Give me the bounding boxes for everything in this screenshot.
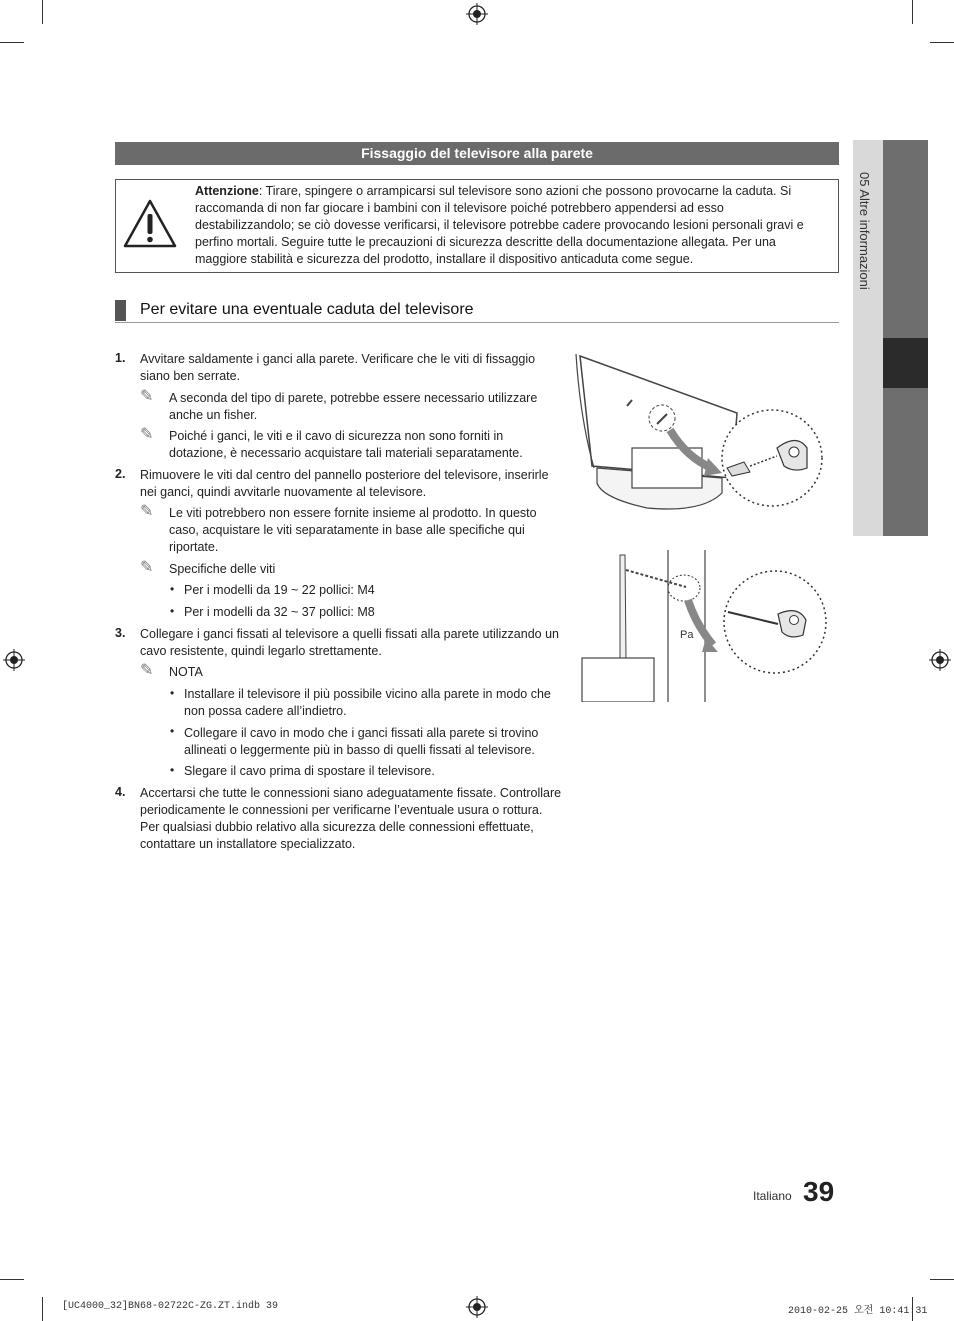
page-number: 39 <box>803 1176 835 1207</box>
subsection-marker <box>115 300 126 321</box>
registration-mark-icon <box>929 649 951 671</box>
step-number: 2. <box>115 467 126 481</box>
bullet: • <box>170 604 175 618</box>
footer-timestamp: 2010-02-25 오전 10:41:31 <box>788 1306 928 1317</box>
subsection-title: Per evitare una eventuale caduta del televisore <box>140 301 474 318</box>
crop-mark <box>930 1279 954 1280</box>
bullet: • <box>170 582 175 596</box>
note-label: NOTA <box>169 665 203 679</box>
pencil-note-icon: ✎ <box>140 662 154 679</box>
bullet: • <box>170 763 175 777</box>
chapter-label: 05 Altre informazioni <box>857 172 872 290</box>
registration-mark-icon <box>466 3 488 25</box>
warning-body: : Tirare, spingere o arrampicarsi sul televisore sono azioni che possono provocarne la caduta. Si raccomanda di non far giocare i bambini con il televisore poiché potrebbero appendersi ad esso destabilizzandolo; se ciò dovesse verificarsi, il televisore potrebbe cadere provocando lesioni personali gravi e perfino mortali. Seguire tutte le precauzioni di sicurezza descritte della documentazione allegata. Per una maggiore stabilità e sicurezza del prodotto, installare il dispositivo anticaduta come segue. <box>195 184 804 266</box>
step-text: Rimuovere le viti dal centro del pannello posteriore del televisore, inserirle nei ganci, quindi avvitarle nuovamente al televisore. <box>140 468 549 499</box>
warning-text <box>195 183 825 268</box>
step-number: 3. <box>115 626 126 640</box>
pencil-note-icon: ✎ <box>140 559 154 576</box>
warning-label: Attenzione <box>195 184 259 198</box>
crop-mark <box>0 1279 24 1280</box>
list-item: Per i modelli da 32 ~ 37 pollici: M8 <box>184 605 375 619</box>
crop-mark <box>42 1297 43 1321</box>
wall-label: Pa <box>680 629 694 641</box>
list-item: Slegare il cavo prima di spostare il televisore. <box>184 764 435 778</box>
step-number: 1. <box>115 351 126 365</box>
crop-mark <box>912 0 913 24</box>
note-text: A seconda del tipo di parete, potrebbe essere necessario utilizzare anche un fisher. <box>169 391 538 422</box>
pencil-note-icon: ✎ <box>140 426 154 443</box>
side-tab-marker <box>883 338 928 388</box>
registration-mark-icon <box>466 1296 488 1318</box>
list-item: Installare il televisore il più possibile vicino alla parete in modo che non possa cadere all’indietro. <box>184 687 551 718</box>
step-text: Avvitare saldamente i ganci alla parete. Verificare che le viti di fissaggio siano ben serrate. <box>140 352 536 383</box>
note-text: Le viti potrebbero non essere fornite insieme al prodotto. In questo caso, acquistare le viti separatamente in base alle specifiche qui riportate. <box>169 506 537 554</box>
note-text: Poiché i ganci, le viti e il cavo di sicurezza non sono forniti in dotazione, è necessario acquistare tali materiali separatamente. <box>169 429 523 460</box>
step-text: Accertarsi che tutte le connessioni siano adeguatamente fissate. Controllare periodicamente le connessioni per verificarne l’eventuale usura o rottura. Per qualsiasi dubbio relativo alla sicurezza delle connessioni effettuate, contattare un installatore specializzato. <box>140 786 562 851</box>
step-text: Collegare i ganci fissati al televisore a quelli fissati alla parete utilizzando un cavo resistente, quindi legarlo strettamente. <box>140 627 559 658</box>
tv-side-wall-illustration <box>578 550 830 702</box>
pencil-note-icon: ✎ <box>140 503 154 520</box>
footer-file-info: [UC4000_32]BN68-02722C-ZG.ZT.indb 39 <box>62 1301 279 1312</box>
crop-mark <box>0 42 24 43</box>
bullet: • <box>170 686 175 700</box>
bullet: • <box>170 724 175 738</box>
list-item: Per i modelli da 19 ~ 22 pollici: M4 <box>184 583 375 597</box>
registration-mark-icon <box>3 649 25 671</box>
crop-mark <box>42 0 43 24</box>
list-item: Collegare il cavo in modo che i ganci fissati alla parete si trovino allineati o leggermente più in basso di quelli fissati al televisore. <box>184 726 539 757</box>
crop-mark <box>930 42 954 43</box>
note-text: Specifiche delle viti <box>169 562 276 576</box>
tv-back-hook-illustration <box>572 348 830 518</box>
pencil-note-icon: ✎ <box>140 388 154 405</box>
step-number: 4. <box>115 785 126 799</box>
page-language: Italiano <box>753 1189 792 1203</box>
warning-triangle-icon <box>122 198 178 250</box>
section-title-bar: Fissaggio del televisore alla parete <box>115 142 839 165</box>
